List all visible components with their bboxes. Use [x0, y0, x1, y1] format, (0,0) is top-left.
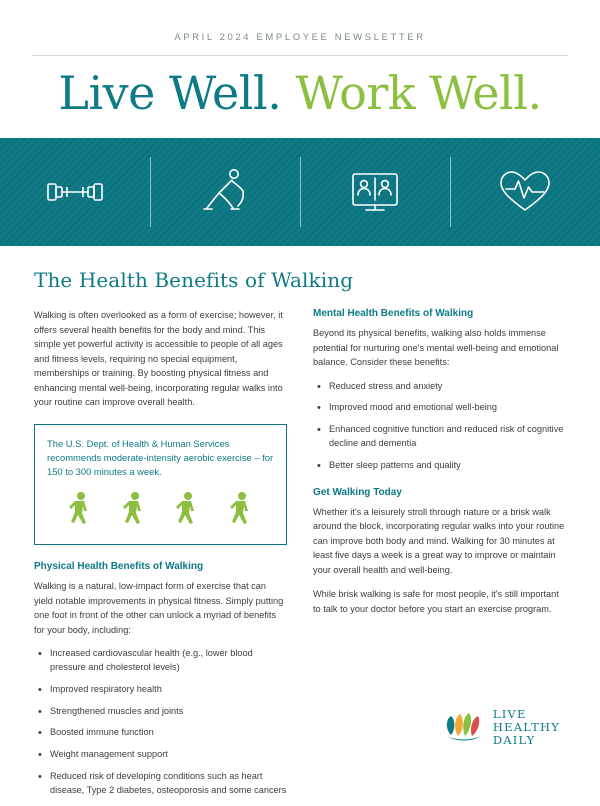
callout-text: The U.S. Dept. of Health & Human Services recommends moderate-intensity aerobic exercise – for 150 to 300 minutes a week.: [47, 437, 274, 477]
page-title: The Health Benefits of Walking: [34, 268, 354, 292]
list-item: • Reduced stress and anxiety: [313, 380, 566, 394]
logo-line-2: HEALTHY: [492, 720, 560, 735]
mental-benefits-heading: Mental Health Benefits of Walking: [313, 308, 474, 319]
get-walking-paragraph-1: Whether it's a leisurely stroll through nature or a brisk walk around the block, incorporating regular walks into your routine can improve both body and mind. Walking for 30 minutes at least five days a week is a great way to improve or maintain your overall health and well-being.: [313, 506, 565, 575]
get-walking-heading: Get Walking Today: [313, 486, 402, 498]
list-item: • Better sleep patterns and quality: [313, 459, 566, 473]
video-call-monitor-icon: [347, 169, 403, 215]
list-item: • Enhanced cognitive function and reduced risk of cognitive decline and dementia: [313, 423, 566, 451]
intro-paragraph: Walking is often overlooked as a form of exercise; however, it offers several health benefits for the body and mind. This simple yet powerful activity is accessible to people of all ages and fitness levels, requiring no special equipment, memberships or training. By boosting physical fitness and enhancing mental well-being, incorporating regular walks into your routine can improve overall health.: [34, 310, 283, 408]
walking-person-icon: [172, 491, 202, 534]
mental-benefits-intro: Beyond its physical benefits, walking also holds immense potential for nurturing one's mental well-being and emotional balance. Consider these benefits:: [313, 328, 559, 368]
list-item: • Improved respiratory health: [34, 683, 287, 697]
walking-person-icon: [119, 491, 149, 534]
walking-figures-graphic: [47, 489, 274, 536]
physical-benefits-heading: Physical Health Benefits of Walking: [34, 561, 204, 573]
icon-cell-video-call: [300, 157, 450, 227]
icon-cell-stretching: [150, 157, 300, 227]
left-column: [34, 308, 287, 806]
heart-pulse-icon: [497, 168, 553, 216]
dumbbell-icon: [44, 171, 106, 213]
icon-cell-dumbbell: [0, 157, 150, 227]
icon-cell-heart-pulse: [450, 157, 600, 227]
list-item: • Increased cardiovascular health (e.g., lower blood pressure and cholesterol levels): [34, 647, 287, 675]
logo-line-3: DAILY: [492, 732, 536, 747]
get-walking-paragraph-2: While brisk walking is safe for most people, it's still important to talk to your doctor before you start an exercise program.: [313, 589, 559, 614]
list-item: • Strengthened muscles and joints: [34, 705, 287, 719]
walking-person-icon: [65, 491, 95, 534]
stretching-person-icon: [198, 166, 252, 218]
logo-line-1: LIVE: [492, 707, 527, 722]
footer-logo: [443, 705, 560, 750]
leaf-burst-logo-icon: [443, 705, 485, 750]
icon-band: [0, 138, 600, 246]
callout-box: [34, 424, 287, 545]
masthead-title-part1: Live Well.: [58, 66, 282, 120]
footer-logo-text: [493, 708, 560, 747]
masthead-title-part2: Work Well.: [295, 66, 542, 120]
list-item: • Boosted immune function: [34, 726, 287, 740]
list-item: • Reduced risk of developing conditions such as heart disease, Type 2 diabetes, osteoporosis and some cancers: [34, 770, 287, 798]
list-item: • Improved mood and emotional well-being: [313, 401, 566, 415]
newsletter-eyebrow: APRIL 2024 EMPLOYEE NEWSLETTER: [174, 32, 426, 43]
masthead-title: [0, 56, 600, 138]
physical-benefits-intro: Walking is a natural, low-impact form of exercise that can yield notable improvements in physical fitness. Simply putting one foot in front of the other can unlock a myriad of benefits for your body, including:: [34, 581, 284, 635]
list-item: • Weight management support: [34, 748, 287, 762]
mental-benefits-list: [313, 380, 566, 473]
physical-benefits-list: [34, 647, 287, 797]
walking-person-icon: [226, 491, 256, 534]
